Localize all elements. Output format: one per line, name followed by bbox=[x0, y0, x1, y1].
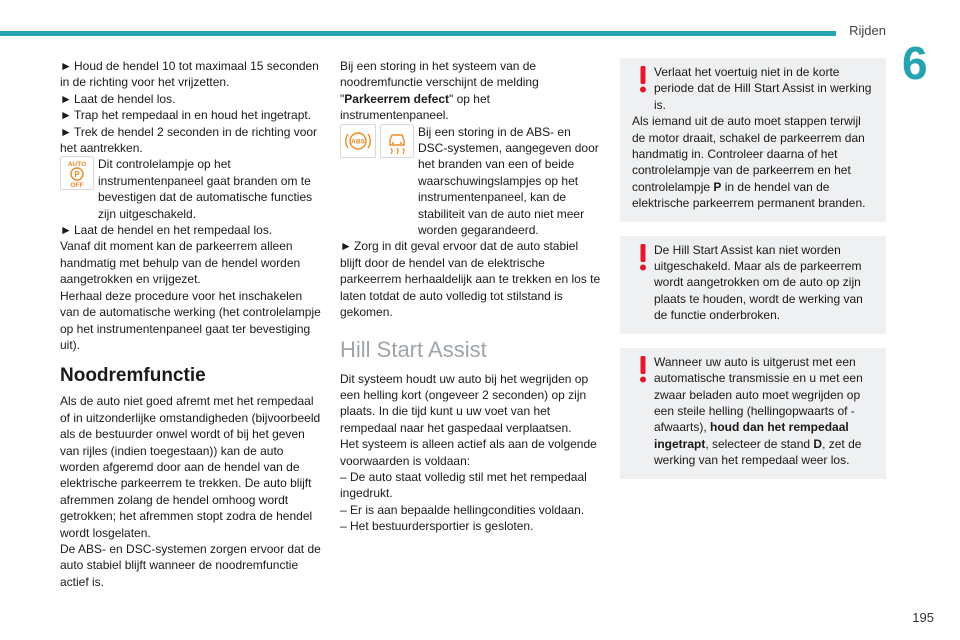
paragraph: Herhaal deze procedure voor het inschakelen van de automatische werking (het controlelampje op het instrumentenpaneel gaat ter bevestiging uit). bbox=[60, 288, 321, 352]
arrow-bullet-icon: ► bbox=[60, 59, 72, 73]
arrow-bullet-icon: ► bbox=[60, 108, 72, 123]
warning-exclamation-icon bbox=[632, 64, 654, 94]
paragraph: Het systeem is alleen actief als aan de volgende voorwaarden is voldaan: bbox=[340, 437, 597, 468]
svg-text:ABS: ABS bbox=[351, 138, 365, 146]
paragraph: De ABS- en DSC-systemen zorgen ervoor dat de auto stabiel blijft wanneer de noodremfunctie actief is. bbox=[60, 541, 321, 589]
section-label: Rijden bbox=[849, 23, 886, 38]
section-heading: Noodremfunctie bbox=[60, 365, 206, 387]
arrow-bullet-icon: ► bbox=[60, 91, 72, 106]
column-3 bbox=[620, 58, 886, 493]
column-2 bbox=[340, 58, 602, 535]
abs-icon bbox=[340, 124, 376, 158]
abs-dsc-note: ABS Bij een storing in de ABS- en DSC-systemen, aangegeven door het branden van een of beide waarschuwingslampjes op het instrumentenpaneel, kan de stabiliteit van de auto niet meer worden gegarandeerd. bbox=[340, 124, 602, 239]
step-item: ► Laat de hendel los. bbox=[60, 91, 176, 106]
chapter-number: 6 bbox=[902, 37, 928, 89]
warning-exclamation-icon bbox=[632, 242, 654, 272]
step-item: ► Zorg in dit geval ervoor dat de auto stabiel blijft door de hendel van de elektrische parkeerrem herhaaldelijk aan te trekken en los te laten totdat de auto volledig tot stilstand is gekomen. bbox=[340, 239, 601, 320]
dsc-skid-icon bbox=[380, 124, 414, 158]
warning-box: Verlaat het voertuig niet in de korte periode dat de Hill Start Assist in werking is. Als iemand uit de auto moet stappen terwijl de motor draait, schakel de parkeerrem dan handmatig in. Controleer daarna of het controlelampje van de parkeerrem en het controlelampje P in de hendel van de elektrische parkeerrem permanent branden. bbox=[620, 58, 886, 222]
auto-off-note: AUTO P OFF Dit controlelampje op het instrumentenpaneel gaat branden om te bevestigen dat de automatische functies zijn uitgeschakeld. bbox=[60, 156, 322, 222]
step-item: ► Trap het rempedaal in en houd het ingetrapt. bbox=[60, 108, 312, 123]
list-item: – Er is aan bepaalde hellingcondities voldaan. bbox=[340, 502, 585, 517]
arrow-bullet-icon: ► bbox=[340, 239, 352, 254]
paragraph: Bij een storing in het systeem van de noodremfunctie verschijnt de melding "Parkeerrem defect" op het instrumentenpaneel. bbox=[340, 59, 539, 123]
warning-box: De Hill Start Assist kan niet worden uitgeschakeld. Maar als de parkeerrem wordt aangetrokken om de auto op zijn plaats te houden, wordt de werking van de functie onderbroken. bbox=[620, 236, 886, 334]
svg-text:P: P bbox=[74, 170, 80, 180]
column-1 bbox=[60, 58, 322, 590]
section-heading: Hill Start Assist bbox=[340, 336, 487, 362]
warning-box: Wanneer uw auto is uitgerust met een automatische transmissie en u met een zwaar beladen auto moet wegrijden op een steile helling (hellingopwaarts of -afwaarts), houd dan het rempedaal ingetrapt, selecteer de stand D, zet de werking van het rempedaal weer los. bbox=[620, 348, 886, 479]
arrow-bullet-icon: ► bbox=[60, 223, 72, 238]
step-item: ► Laat de hendel en het rempedaal los. bbox=[60, 223, 273, 238]
page-number: 195 bbox=[912, 610, 934, 625]
list-item: – Het bestuurdersportier is gesloten. bbox=[340, 519, 534, 534]
step-item: ► Houd de hendel 10 tot maximaal 15 seconden in de richting voor het vrijzetten. bbox=[60, 59, 319, 90]
arrow-bullet-icon: ► bbox=[60, 124, 72, 139]
list-item: – De auto staat volledig stil met het rempedaal ingedrukt. bbox=[340, 469, 587, 501]
svg-text:OFF: OFF bbox=[70, 182, 84, 189]
auto-off-parking-icon bbox=[60, 156, 94, 190]
svg-text:AUTO: AUTO bbox=[67, 161, 87, 169]
warning-exclamation-icon bbox=[632, 354, 654, 384]
paragraph: Als de auto niet goed afremt met het rempedaal of in uitzonderlijke omstandigheden (bijvoorbeeld als de bestuurder onwel wordt of bij het geven van rijles (indien toegestaan)) kan de auto worden afgeremd door aan de hendel van de elektrische parkeerrem te trekken. De auto blijft afremmen zolang de hendel omhoog wordt getrokken; het afremmen stopt zodra de hendel wordt losgelaten. bbox=[60, 394, 321, 540]
header-accent-bar bbox=[0, 31, 836, 36]
step-item: ► Trek de hendel 2 seconden in de richting voor het aantrekken. bbox=[60, 124, 318, 156]
paragraph: Vanaf dit moment kan de parkeerrem alleen handmatig met behulp van de hendel worden aangetrokken en vrijgezet. bbox=[60, 239, 301, 287]
paragraph: Dit systeem houdt uw auto bij het wegrijden op een helling kort (ongeveer 2 seconden) op zijn plaats. In die tijd kunt u uw voet van het rempedaal naar het gaspedaal verplaatsen. bbox=[340, 371, 589, 435]
